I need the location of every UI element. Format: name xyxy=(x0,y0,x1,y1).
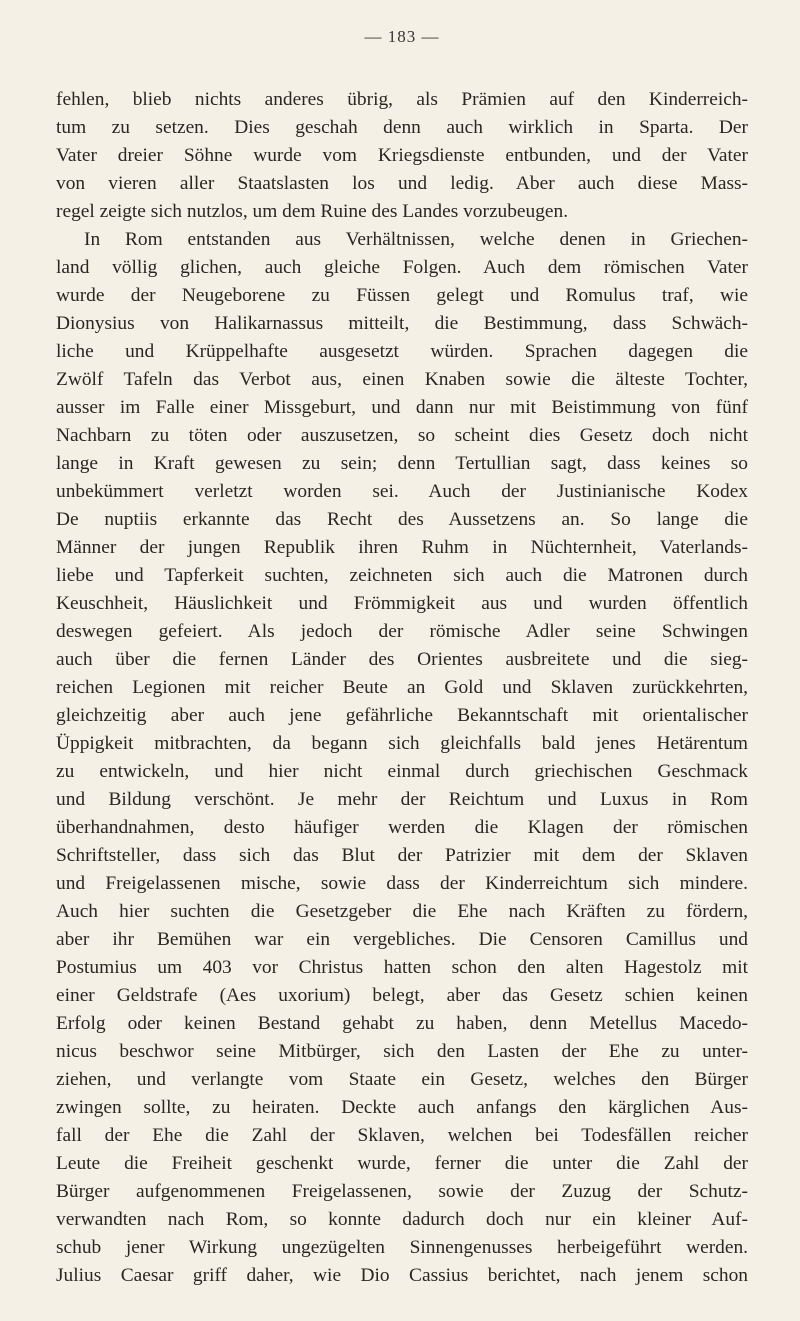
text-line: regel zeigte sich nutzlos, um dem Ruine des Landes vorzubeugen. xyxy=(56,201,569,222)
text-line: wurde der Neugeborene zu Füssen gelegt und Romulus traf, wie xyxy=(56,285,748,306)
body-text xyxy=(56,86,748,1290)
text-line: Leute die Freiheit geschenkt wurde, ferner die unter die Zahl der xyxy=(56,1153,748,1174)
text-line: land völlig glichen, auch gleiche Folgen. Auch dem römischen Vater xyxy=(56,257,748,278)
text-line: Schriftsteller, dass sich das Blut der Patrizier mit dem der Sklaven xyxy=(56,845,748,866)
text-line: von vieren aller Staatslasten los und ledig. Aber auch diese Mass- xyxy=(56,173,748,194)
text-line: aber ihr Bemühen war ein vergebliches. Die Censoren Camillus und xyxy=(56,929,748,950)
text-line: Vater dreier Söhne wurde vom Kriegsdienste entbunden, und der Vater xyxy=(56,145,748,166)
text-line: unbekümmert verletzt worden sei. Auch der Justinianische Kodex xyxy=(56,481,748,502)
text-line: reichen Legionen mit reicher Beute an Gold und Sklaven zurückkehrten, xyxy=(56,677,748,698)
text-line: verwandten nach Rom, so konnte dadurch doch nur ein kleiner Auf- xyxy=(56,1209,748,1230)
text-line: gleichzeitig aber auch jene gefährliche Bekanntschaft mit orientalischer xyxy=(56,705,748,726)
text-line: und Freigelassenen mische, sowie dass der Kinderreichtum sich mindere. xyxy=(56,873,748,894)
text-line: liche und Krüppelhafte ausgesetzt würden. Sprachen dagegen die xyxy=(56,341,748,362)
text-line: auch über die fernen Länder des Orientes ausbreitete und die sieg- xyxy=(56,649,748,670)
text-line: Nachbarn zu töten oder auszusetzen, so scheint dies Gesetz doch nicht xyxy=(56,425,748,446)
text-line: ausser im Falle einer Missgeburt, und dann nur mit Beistimmung von fünf xyxy=(56,397,748,418)
page-number: — 183 — xyxy=(364,27,440,46)
text-line: Bürger aufgenommenen Freigelassenen, sowie der Zuzug der Schutz- xyxy=(56,1181,748,1202)
text-line: lange in Kraft gewesen zu sein; denn Tertullian sagt, dass keines so xyxy=(56,453,748,474)
text-line: einer Geldstrafe (Aes uxorium) belegt, aber das Gesetz schien keinen xyxy=(56,985,748,1006)
text-line: Dionysius von Halikarnassus mitteilt, die Bestimmung, dass Schwäch- xyxy=(56,313,748,334)
text-line: liebe und Tapferkeit suchten, zeichneten sich auch die Matronen durch xyxy=(56,565,748,586)
text-line: Postumius um 403 vor Christus hatten schon den alten Hagestolz mit xyxy=(56,957,748,978)
text-line: schub jener Wirkung ungezügelten Sinnengenusses herbeigeführt werden. xyxy=(56,1237,748,1258)
text-line: Zwölf Tafeln das Verbot aus, einen Knaben sowie die älteste Tochter, xyxy=(56,369,748,390)
text-line: Julius Caesar griff daher, wie Dio Cassius berichtet, nach jenem schon xyxy=(56,1265,748,1286)
text-line: überhandnahmen, desto häufiger werden die Klagen der römischen xyxy=(56,817,748,838)
text-line: ziehen, und verlangte vom Staate ein Gesetz, welches den Bürger xyxy=(56,1069,748,1090)
text-line: In Rom entstanden aus Verhältnissen, welche denen in Griechen- xyxy=(84,229,748,250)
text-line: Erfolg oder keinen Bestand gehabt zu haben, denn Metellus Macedo- xyxy=(56,1013,748,1034)
text-line: zu entwickeln, und hier nicht einmal durch griechischen Geschmack xyxy=(56,761,748,782)
text-line: Auch hier suchten die Gesetzgeber die Ehe nach Kräften zu fördern, xyxy=(56,901,748,922)
text-line: Keuschheit, Häuslichkeit und Frömmigkeit aus und wurden öffentlich xyxy=(56,593,748,614)
text-line: Männer der jungen Republik ihren Ruhm in Nüchternheit, Vaterlands- xyxy=(56,537,748,558)
text-line: Üppigkeit mitbrachten, da begann sich gleichfalls bald jenes Hetärentum xyxy=(56,733,748,754)
text-line: tum zu setzen. Dies geschah denn auch wirklich in Sparta. Der xyxy=(56,117,748,138)
text-line: fall der Ehe die Zahl der Sklaven, welchen bei Todesfällen reicher xyxy=(56,1125,748,1146)
text-line: und Bildung verschönt. Je mehr der Reichtum und Luxus in Rom xyxy=(56,789,748,810)
text-line: fehlen, blieb nichts anderes übrig, als Prämien auf den Kinderreich- xyxy=(56,89,748,110)
text-line: De nuptiis erkannte das Recht des Aussetzens an. So lange die xyxy=(56,509,748,530)
text-line: nicus beschwor seine Mitbürger, sich den Lasten der Ehe zu unter- xyxy=(56,1041,748,1062)
text-line: deswegen gefeiert. Als jedoch der römische Adler seine Schwingen xyxy=(56,621,748,642)
text-line: zwingen sollte, zu heiraten. Deckte auch anfangs den kärglichen Aus- xyxy=(56,1097,748,1118)
